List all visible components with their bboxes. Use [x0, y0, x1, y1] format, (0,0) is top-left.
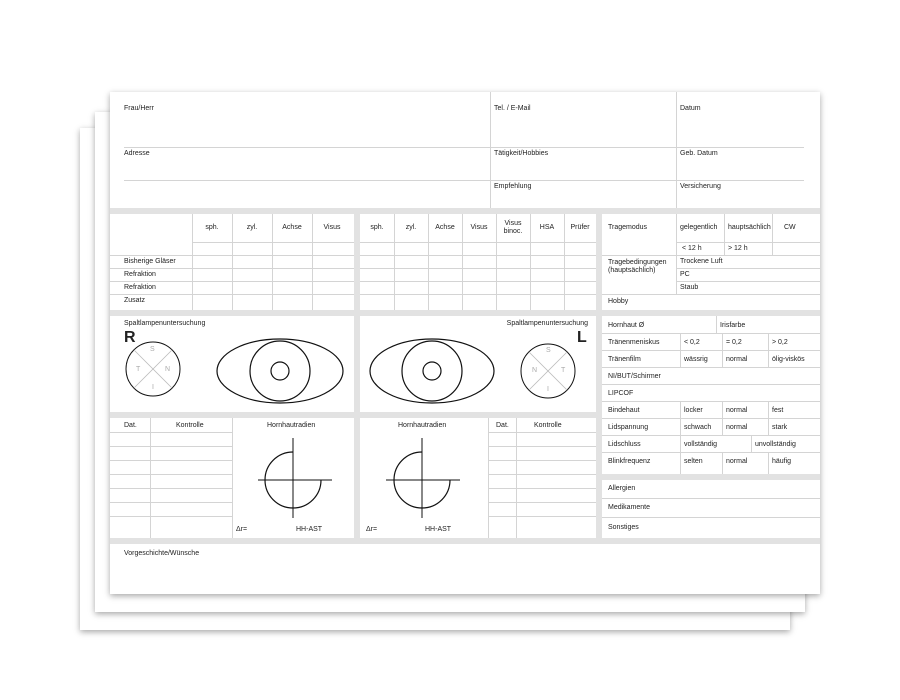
- staub-label: Staub: [680, 284, 699, 291]
- sonstiges-label: Sonstiges: [608, 524, 639, 531]
- medikamente-label: Medikamente: [608, 504, 651, 511]
- slit-lamp-left: [360, 316, 596, 412]
- col-visus-l: Visus: [470, 224, 488, 231]
- col-achse: Achse: [282, 224, 302, 231]
- nibut-label: NI/BUT/Schirmer: [608, 373, 661, 380]
- lidschluss-label: Lidschluss: [608, 441, 641, 448]
- gt12-label: > 12 h: [728, 245, 748, 252]
- quad-n-l: N: [532, 367, 538, 374]
- quad-s-l: S: [546, 347, 551, 354]
- quad-s-r: S: [150, 346, 155, 353]
- trockene-luft-label: Trockene Luft: [680, 258, 723, 265]
- oelig-label: ölig-viskös: [772, 356, 805, 363]
- hornhautradien-diagram-l: [360, 418, 596, 538]
- left-eye-marker: L: [577, 329, 587, 346]
- schwach-label: schwach: [684, 424, 712, 431]
- selten-label: selten: [684, 458, 703, 465]
- cornea-panel: [602, 316, 820, 474]
- quad-t-l: T: [561, 367, 566, 374]
- hornhaut-label: Hornhaut Ø: [608, 322, 645, 329]
- col-visus: Visus: [323, 224, 341, 231]
- slit-title-left: Spaltlampenuntersuchung: [506, 320, 588, 327]
- control-panel-right: [110, 418, 354, 538]
- col-zyl-l: zyl.: [405, 224, 417, 231]
- col-zyl: zyl.: [246, 224, 258, 231]
- slit-diagram-left: [360, 316, 596, 412]
- normal-label-2: normal: [726, 407, 748, 414]
- bindehaut-label: Bindehaut: [608, 407, 640, 414]
- lt12-label: < 12 h: [682, 245, 702, 252]
- header-panel: [110, 92, 820, 208]
- fest-label: fest: [772, 407, 784, 414]
- cw-label: CW: [784, 224, 796, 231]
- quad-i-l: I: [547, 386, 549, 393]
- delta-r-label-r: Δr=: [236, 526, 248, 533]
- col-hsa: HSA: [539, 224, 555, 231]
- hh-ast-label-r: HH-AST: [296, 526, 323, 533]
- hauptsaechlich-label: hauptsächlich: [728, 224, 771, 231]
- vorgeschichte-label: Vorgeschichte/Wünsche: [124, 550, 200, 557]
- kontrolle-label-r: Kontrolle: [176, 422, 204, 429]
- patient-form-sheet: [110, 92, 820, 594]
- pc-label: PC: [680, 271, 690, 278]
- col-sph: sph.: [205, 224, 219, 231]
- hobby-label: Hobby: [608, 298, 629, 305]
- tragemodus-label: Tragemodus: [608, 224, 648, 231]
- kontrolle-label-l: Kontrolle: [534, 422, 562, 429]
- waessrig-label: wässrig: [684, 356, 708, 363]
- empfehlung-label: Empfehlung: [494, 183, 532, 190]
- normal-label-3: normal: [726, 424, 748, 431]
- hh-ast-label-l: HH-AST: [425, 526, 452, 533]
- versicherung-label: Versicherung: [680, 183, 721, 190]
- lt02-label: < 0,2: [684, 339, 700, 346]
- adresse-label: Adresse: [124, 150, 150, 157]
- eq02-label: = 0,2: [726, 339, 742, 346]
- locker-label: locker: [684, 407, 703, 414]
- dat-label-r: Dat.: [124, 422, 137, 429]
- normal-label-4: normal: [726, 458, 748, 465]
- slit-lamp-right: [110, 316, 354, 412]
- wear-mode-panel: [602, 214, 820, 310]
- quad-t-r: T: [136, 366, 141, 373]
- irisfarbe-label: Irisfarbe: [720, 322, 746, 329]
- col-visus-binoc: Visus binoc.: [503, 220, 523, 235]
- geb-datum-label: Geb. Datum: [680, 150, 718, 157]
- glasses-table-left: [360, 214, 596, 310]
- lipcof-label: LIPCOF: [608, 390, 634, 397]
- blinkfrequenz-label: Blinkfrequenz: [608, 458, 651, 465]
- row-bisherige: Bisherige Gläser: [124, 258, 176, 265]
- row-refraktion-1: Refraktion: [124, 271, 156, 278]
- delta-r-label-l: Δr=: [366, 526, 378, 533]
- haeufig-label: häufig: [772, 458, 792, 465]
- row-refraktion-2: Refraktion: [124, 284, 156, 291]
- col-sph-l: sph.: [370, 224, 384, 231]
- hornhautradien-diagram-r: [110, 418, 354, 538]
- traenenfilm-label: Tränenfilm: [608, 356, 641, 363]
- gt02-label: > 0,2: [772, 339, 788, 346]
- right-eye-marker: R: [124, 329, 136, 346]
- row-zusatz: Zusatz: [124, 297, 146, 304]
- unvollstaendig-label: unvollständig: [755, 441, 796, 448]
- glasses-table-right: [110, 214, 354, 310]
- stark-label: stark: [772, 424, 788, 431]
- hornhautradien-label-r: Hornhautradien: [267, 422, 316, 429]
- normal-label-1: normal: [726, 356, 748, 363]
- history-panel: [110, 544, 820, 594]
- col-pruefer: Prüfer: [570, 224, 590, 231]
- hornhautradien-label-l: Hornhautradien: [398, 422, 447, 429]
- lidspannung-label: Lidspannung: [608, 424, 649, 431]
- tel-email-label: Tel. / E-Mail: [494, 105, 531, 112]
- slit-diagram-right: [110, 316, 354, 412]
- col-achse-l: Achse: [435, 224, 455, 231]
- allergien-label: Allergien: [608, 485, 636, 492]
- datum-label: Datum: [680, 105, 701, 112]
- control-panel-left: [360, 418, 596, 538]
- misc-panel: [602, 480, 820, 538]
- traenenmeniskus-label: Tränenmeniskus: [608, 339, 660, 346]
- tragebedingungen-label: Tragebedingungen (hauptsächlich): [608, 259, 667, 274]
- slit-title-right: Spaltlampenuntersuchung: [124, 320, 206, 327]
- quad-i-r: I: [152, 384, 154, 391]
- gelegentlich-label: gelegentlich: [680, 224, 718, 231]
- vollstaendig-label: vollständig: [684, 441, 718, 448]
- frau-herr-label: Frau/Herr: [124, 105, 154, 112]
- quad-n-r: N: [165, 366, 171, 373]
- dat-label-l: Dat.: [496, 422, 509, 429]
- taetigkeit-label: Tätigkeit/Hobbies: [494, 150, 549, 157]
